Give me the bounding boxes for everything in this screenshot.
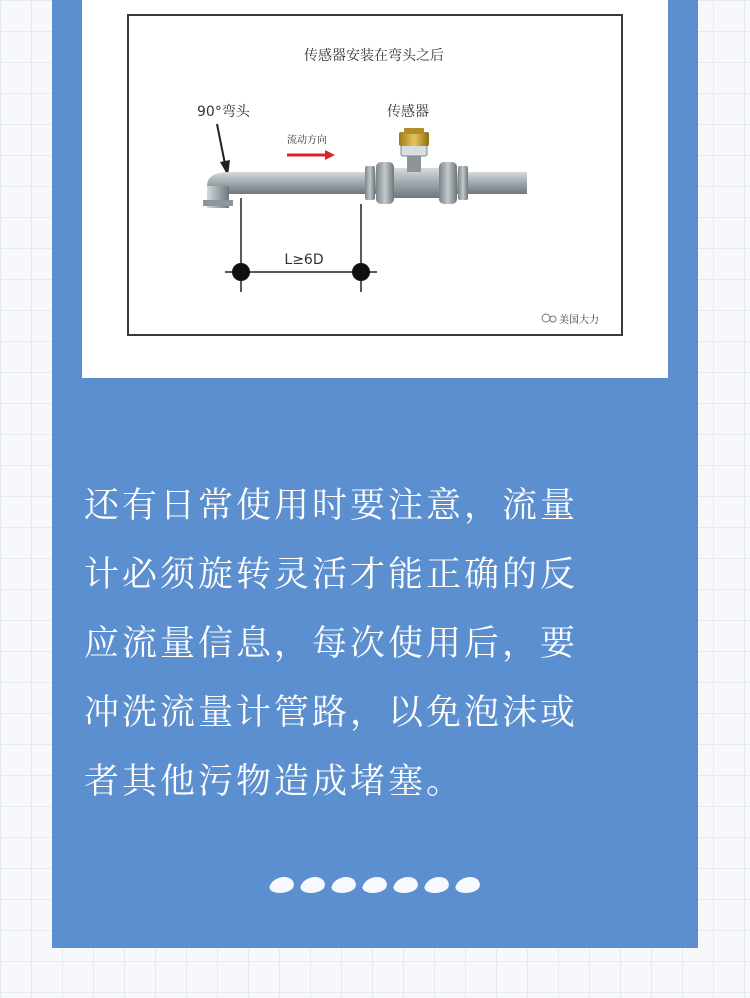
distance-dimension <box>225 198 377 292</box>
text-line: 计必须旋转灵活才能正确的反 <box>84 555 579 595</box>
text-line: 还有日常使用时要注意，流量 <box>84 486 579 526</box>
sensor-icon <box>394 128 439 198</box>
elbow-pipe <box>203 172 241 208</box>
watermark-logo <box>542 313 599 326</box>
watermark-text: 美国大力 <box>559 315 599 326</box>
distance-label: L≥6D <box>284 252 324 268</box>
flange-right <box>439 162 468 204</box>
decorative-dot <box>299 877 327 893</box>
text-line: 冲洗流量计管路，以免泡沫或 <box>84 693 579 733</box>
decorative-dot <box>423 877 451 893</box>
sensor-label: 传感器 <box>387 104 429 120</box>
decorative-dot <box>361 877 389 893</box>
decorative-dots <box>270 874 482 896</box>
decorative-dot <box>268 877 296 893</box>
elbow-pointer-arrow-icon <box>217 124 230 176</box>
flow-direction-label: 流动方向 <box>287 135 327 146</box>
sensor-installation-diagram <box>127 14 623 336</box>
flow-arrow-icon <box>287 150 335 160</box>
decorative-dot <box>392 877 420 893</box>
text-line: 应流量信息，每次使用后，要 <box>84 624 579 664</box>
decorative-dot <box>330 877 358 893</box>
elbow-label: 90°弯头 <box>197 104 250 120</box>
flange-left <box>365 162 394 204</box>
body-paragraph <box>84 472 669 817</box>
diagram-title: 传感器安装在弯头之后 <box>304 48 444 64</box>
decorative-dot <box>454 877 482 893</box>
text-line: 者其他污物造成堵塞。 <box>84 762 465 802</box>
